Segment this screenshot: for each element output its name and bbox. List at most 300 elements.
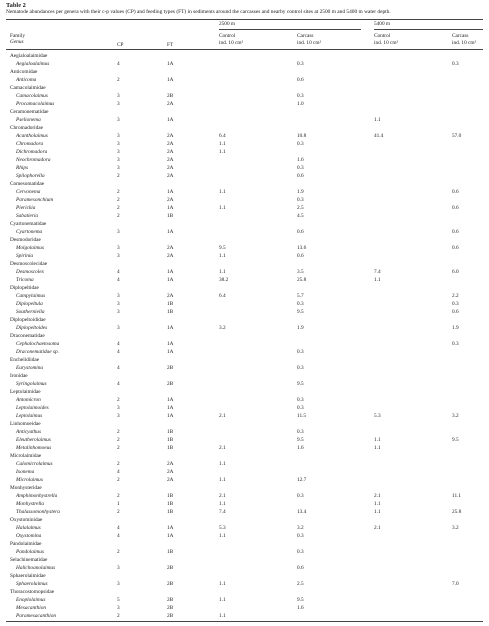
family-name: Thoracostomopsidae [10, 589, 55, 595]
cell-c2500: 2.1 [219, 493, 226, 499]
genus-name: Sphaerolaimus [16, 581, 48, 587]
cell-k2500: 0.6 [297, 253, 304, 259]
header-control-5400: Control [374, 33, 391, 39]
genus-name: Camacolaimus [16, 93, 48, 99]
cell-c5400: 1.1 [374, 277, 381, 283]
cell-ft: 2A [167, 253, 174, 259]
cell-ft: 2B [167, 93, 174, 99]
cell-k5400: 0.6 [452, 245, 459, 251]
cell-c5400: 1.1 [374, 445, 381, 451]
genus-name: Amphimonhystrella [16, 493, 58, 499]
family-row [0, 452, 489, 460]
genus-row [0, 132, 489, 140]
genus-name: Cervonema [16, 189, 41, 195]
genus-name: Anticyathus [16, 429, 42, 435]
header-cp: CP [117, 42, 124, 48]
cell-c2500: 6.4 [219, 133, 226, 139]
genus-row [0, 404, 489, 412]
cell-c2500: 1.1 [219, 205, 226, 211]
genus-name: Oxystomina [16, 533, 42, 539]
cell-ft: 1A [167, 525, 174, 531]
genus-name: Paramesonchium [16, 197, 54, 203]
cell-ft: 2B [167, 365, 174, 371]
cell-c2500: 1.1 [219, 501, 226, 507]
cell-cp: 4 [117, 469, 120, 475]
genus-row [0, 500, 489, 508]
genus-row [0, 364, 489, 372]
cell-c2500: 1.1 [219, 461, 226, 467]
cell-k2500: 0.3 [297, 397, 304, 403]
genus-row [0, 212, 489, 220]
cell-c2500: 1.1 [219, 581, 226, 587]
genus-name: Neochromadora [16, 157, 51, 163]
cell-cp: 3 [117, 293, 120, 299]
genus-row [0, 76, 489, 84]
cell-cp: 3 [117, 605, 120, 611]
cell-cp: 4 [117, 365, 120, 371]
cell-c2500: 7.4 [219, 509, 226, 515]
family-name: Diplopeltoididae [10, 317, 46, 323]
family-row [0, 388, 489, 396]
family-name: Diplopeltidae [10, 285, 39, 291]
cell-ft: 1A [167, 413, 174, 419]
cell-cp: 3 [117, 245, 120, 251]
cell-cp: 3 [117, 141, 120, 147]
header-control-2500: Control [219, 33, 236, 39]
cell-k2500: 0.6 [297, 565, 304, 571]
genus-row [0, 204, 489, 212]
cell-k2500: 0.3 [297, 165, 304, 171]
cell-ft: 1A [167, 229, 174, 235]
genus-row [0, 324, 489, 332]
cell-cp: 3 [117, 413, 120, 419]
cell-c2500: 2.1 [219, 413, 226, 419]
cell-cp: 3 [117, 157, 120, 163]
cell-cp: 2 [117, 493, 120, 499]
genus-row [0, 428, 489, 436]
cell-ft: 2B [167, 597, 174, 603]
header-carcass-5400-unit: ind. 10 cm² [452, 40, 477, 46]
cell-k5400: 9.5 [452, 437, 459, 443]
cell-k2500: 12.7 [297, 477, 307, 483]
family-name: Anticomidae [10, 69, 38, 75]
cell-ft: 2A [167, 461, 174, 467]
family-name: Desmodoridae [10, 237, 41, 243]
family-row [0, 484, 489, 492]
family-name: Selachinematidae [10, 557, 48, 563]
cell-ft: 1B [167, 301, 174, 307]
cell-ft: 1A [167, 341, 174, 347]
cell-k5400: 11.1 [452, 493, 462, 499]
cell-c2500: 1.1 [219, 189, 226, 195]
family-name: Camacolaimidae [10, 85, 46, 91]
cell-ft: 1B [167, 501, 174, 507]
cell-c2500: 2.1 [219, 445, 226, 451]
family-name: Ironidae [10, 373, 28, 379]
cell-cp: 4 [117, 277, 120, 283]
genus-row [0, 564, 489, 572]
cell-k5400: 3.2 [452, 413, 459, 419]
family-name: Linhomoeidae [10, 421, 41, 427]
genus-name: Enoplolaimus [16, 597, 46, 603]
cell-k2500: 0.3 [297, 141, 304, 147]
cell-c5400: 1.1 [374, 437, 381, 443]
cell-ft: 2A [167, 165, 174, 171]
family-row [0, 316, 489, 324]
cell-k2500: 0.3 [297, 61, 304, 67]
genus-row [0, 60, 489, 68]
genus-row [0, 156, 489, 164]
cell-cp: 2 [117, 461, 120, 467]
cell-cp: 2 [117, 189, 120, 195]
cell-k5400: 0.6 [452, 189, 459, 195]
cell-cp: 3 [117, 165, 120, 171]
cell-k2500: 0.3 [297, 349, 304, 355]
cell-c5400: 1.1 [374, 501, 381, 507]
cell-c5400: 7.4 [374, 269, 381, 275]
cell-k5400: 6.0 [452, 269, 459, 275]
cell-k5400: 0.3 [452, 61, 459, 67]
genus-name: Spirinia [16, 253, 34, 259]
cell-k5400: 0.3 [452, 301, 459, 307]
family-row [0, 540, 489, 548]
genus-row [0, 172, 489, 180]
genus-row [0, 508, 489, 516]
family-name: Draconematidae [10, 333, 45, 339]
cell-k5400: 0.3 [452, 341, 459, 347]
cell-k5400: 3.2 [452, 525, 459, 531]
cell-cp: 3 [117, 93, 120, 99]
family-row [0, 556, 489, 564]
genus-row [0, 292, 489, 300]
cell-k2500: 9.5 [297, 437, 304, 443]
cell-ft: 2A [167, 173, 174, 179]
cell-cp: 2 [117, 509, 120, 515]
family-row [0, 284, 489, 292]
cell-cp: 3 [117, 301, 120, 307]
family-name: Aegialoalaimidae [10, 53, 48, 59]
cell-k5400: 25.8 [452, 509, 462, 515]
family-row [0, 84, 489, 92]
cell-c5400: 1.1 [374, 117, 381, 123]
cell-k2500: 5.7 [297, 293, 304, 299]
genus-row [0, 460, 489, 468]
cell-c2500: 1.1 [219, 141, 226, 147]
cell-c2500: 1.1 [219, 613, 226, 619]
cell-cp: 2 [117, 613, 120, 619]
cell-cp: 2 [117, 173, 120, 179]
genus-row [0, 92, 489, 100]
cell-c5400: 2.1 [374, 525, 381, 531]
table-title: Table 2 [6, 2, 26, 9]
family-row [0, 332, 489, 340]
genus-name: Aegialoalaimus [16, 61, 50, 67]
family-row [0, 236, 489, 244]
genus-name: Syringolaimus [16, 381, 47, 387]
cell-ft: 1A [167, 117, 174, 123]
cell-ft: 2B [167, 605, 174, 611]
family-name: Ceramonematidae [10, 109, 49, 115]
cell-cp: 3 [117, 309, 120, 315]
cell-k2500: 9.5 [297, 381, 304, 387]
family-row [0, 260, 489, 268]
cell-c2500: 1.1 [219, 253, 226, 259]
cell-cp: 4 [117, 381, 120, 387]
genus-name: Anticoma [16, 77, 37, 83]
cell-cp: 2 [117, 429, 120, 435]
cell-cp: 2 [117, 77, 120, 83]
cell-c2500: 1.1 [219, 269, 226, 275]
cell-cp: 3 [117, 133, 120, 139]
family-row [0, 372, 489, 380]
genus-name: Tricoma [16, 277, 34, 283]
cell-cp: 1 [117, 501, 120, 507]
cell-cp: 2 [117, 477, 120, 483]
cell-k2500: 11.5 [297, 413, 307, 419]
cell-k2500: 0.3 [297, 429, 304, 435]
cell-cp: 3 [117, 229, 120, 235]
family-name: Leptolaimidae [10, 389, 41, 395]
cell-ft: 2A [167, 469, 174, 475]
genus-name: Microlaimus [16, 477, 43, 483]
depth-5400-rule [374, 29, 483, 30]
genus-name: Diplopeltula [16, 301, 43, 307]
cell-ft: 1A [167, 349, 174, 355]
family-row [0, 108, 489, 116]
genus-name: Metalinhomoeus [16, 445, 52, 451]
genus-row [0, 140, 489, 148]
cell-cp: 4 [117, 341, 120, 347]
cell-cp: 2 [117, 397, 120, 403]
cell-cp: 3 [117, 253, 120, 259]
family-row [0, 588, 489, 596]
cell-k2500: 0.3 [297, 493, 304, 499]
cell-cp: 4 [117, 533, 120, 539]
table-caption: Nematode abundances per genera with their c-p values (CP) and feeding types (FT) in sediments around the carcasses and nearby control sites at 2500 m and 5400 m water depth. [6, 9, 391, 15]
family-name: Monhysteridae [10, 485, 42, 491]
genus-row [0, 228, 489, 236]
genus-name: Eleutherolaimus [16, 437, 51, 443]
family-row [0, 180, 489, 188]
cell-k2500: 1.6 [297, 157, 304, 163]
depth-2500-rule [219, 29, 361, 30]
cell-ft: 2A [167, 245, 174, 251]
cell-k2500: 9.5 [297, 597, 304, 603]
genus-name: Rhips [16, 165, 29, 171]
cell-ft: 1A [167, 189, 174, 195]
cell-k2500: 2.5 [297, 581, 304, 587]
cell-c2500: 6.4 [219, 293, 226, 299]
cell-c2500: 9.5 [219, 245, 226, 251]
genus-name: Antomicron [16, 397, 41, 403]
cell-ft: 2A [167, 149, 174, 155]
cell-ft: 1A [167, 397, 174, 403]
cell-cp: 3 [117, 565, 120, 571]
cell-k5400: 0.6 [452, 205, 459, 211]
cell-cp: 3 [117, 101, 120, 107]
cell-ft: 1B [167, 493, 174, 499]
cell-k2500: 0.3 [297, 365, 304, 371]
header-control-5400-unit: ind. 10 cm² [374, 40, 399, 46]
genus-row [0, 348, 489, 356]
genus-row [0, 188, 489, 196]
cell-ft: 1A [167, 61, 174, 67]
cell-c2500: 1.1 [219, 533, 226, 539]
genus-row [0, 612, 489, 620]
genus-row [0, 340, 489, 348]
family-name: Comesomatidae [10, 181, 45, 187]
genus-name: Molgolaimus [16, 245, 44, 251]
genus-row [0, 164, 489, 172]
cell-ft: 2A [167, 141, 174, 147]
genus-name: Calomicrolaimus [16, 461, 53, 467]
genus-name: Chromadora [16, 141, 44, 147]
header-carcass-5400: Carcass [452, 33, 469, 39]
genus-name: Diplopeltoides [16, 325, 48, 331]
cell-cp: 4 [117, 525, 120, 531]
genus-name: Eurystomina [16, 365, 44, 371]
genus-row [0, 308, 489, 316]
cell-k5400: 1.9 [452, 325, 459, 331]
genus-name: Acantholaimus [16, 133, 48, 139]
genus-name: Thalassomonhystera [16, 509, 60, 515]
cell-k2500: 1.9 [297, 325, 304, 331]
family-row [0, 572, 489, 580]
cell-ft: 1B [167, 429, 174, 435]
header-ft: FT [167, 42, 174, 48]
cell-cp: 3 [117, 405, 120, 411]
cell-k2500: 0.3 [297, 197, 304, 203]
genus-row [0, 396, 489, 404]
cell-ft: 1B [167, 309, 174, 315]
cell-ft: 1A [167, 533, 174, 539]
cell-k2500: 0.3 [297, 301, 304, 307]
bottom-rule [6, 621, 483, 622]
genus-row [0, 604, 489, 612]
cell-ft: 2B [167, 613, 174, 619]
genus-row [0, 412, 489, 420]
cell-c2500: 3.2 [219, 325, 226, 331]
genus-row [0, 252, 489, 260]
genus-name: Dichromadora [16, 149, 48, 155]
family-row [0, 420, 489, 428]
cell-k5400: 2.2 [452, 293, 459, 299]
cell-c5400: 41.4 [374, 133, 384, 139]
genus-name: Leptolaimoides [16, 405, 49, 411]
genus-row [0, 548, 489, 556]
cell-k2500: 3.2 [297, 525, 304, 531]
family-row [0, 516, 489, 524]
cell-ft: 2B [167, 565, 174, 571]
cell-cp: 2 [117, 437, 120, 443]
genus-name: Halalaimus [16, 525, 41, 531]
cell-cp: 3 [117, 117, 120, 123]
cell-k2500: 0.3 [297, 549, 304, 555]
cell-cp: 2 [117, 197, 120, 203]
header-family: Family [10, 33, 26, 39]
cell-cp: 4 [117, 349, 120, 355]
cell-k2500: 13.4 [297, 509, 307, 515]
genus-name: Spilophorella [16, 173, 45, 179]
cell-c5400: 5.3 [374, 413, 381, 419]
cell-c5400: 1.1 [374, 509, 381, 515]
cell-ft: 1A [167, 277, 174, 283]
genus-name: Pierickia [16, 205, 36, 211]
cell-cp: 3 [117, 149, 120, 155]
header-control-2500-unit: ind. 10 cm² [219, 40, 244, 46]
genus-name: Leptolaimus [16, 413, 43, 419]
genus-row [0, 148, 489, 156]
genus-name: Ixonema [16, 469, 35, 475]
genus-row [0, 380, 489, 388]
cell-k2500: 0.3 [297, 533, 304, 539]
header-carcass-2500: Carcass [297, 33, 314, 39]
cell-ft: 2A [167, 133, 174, 139]
cell-ft: 1B [167, 549, 174, 555]
family-name: Desmoscolecidae [10, 261, 48, 267]
cell-k5400: 7.0 [452, 581, 459, 587]
genus-row [0, 196, 489, 204]
cell-cp: 2 [117, 213, 120, 219]
cell-ft: 2A [167, 101, 174, 107]
cell-cp: 4 [117, 61, 120, 67]
cell-c2500: 38.2 [219, 277, 229, 283]
cell-ft: 2A [167, 293, 174, 299]
genus-name: Halichoanolaimus [16, 565, 56, 571]
cell-c2500: 1.1 [219, 149, 226, 155]
cell-ft: 2A [167, 477, 174, 483]
genus-row [0, 444, 489, 452]
header-genus: Genus [10, 39, 24, 45]
genus-row [0, 596, 489, 604]
cell-c2500: 1.1 [219, 477, 226, 483]
cell-k5400: 57.0 [452, 133, 462, 139]
cell-c5400: 2.1 [374, 493, 381, 499]
genus-name: Draconematidae sp. [16, 349, 59, 355]
cell-k2500: 9.5 [297, 309, 304, 315]
header-carcass-2500-unit: ind. 10 cm² [297, 40, 322, 46]
cell-k2500: 10.8 [297, 133, 307, 139]
cell-k2500: 1.6 [297, 605, 304, 611]
genus-row [0, 524, 489, 532]
cell-ft: 2A [167, 157, 174, 163]
cell-k2500: 13.6 [297, 245, 307, 251]
genus-row [0, 244, 489, 252]
genus-row [0, 100, 489, 108]
genus-row [0, 492, 489, 500]
cell-cp: 4 [117, 269, 120, 275]
cell-k5400: 0.6 [452, 309, 459, 315]
cell-ft: 1A [167, 325, 174, 331]
cell-k2500: 25.8 [297, 277, 307, 283]
header-rule [6, 49, 483, 50]
family-name: Enchelidiidae [10, 357, 40, 363]
genus-row [0, 580, 489, 588]
cell-k2500: 3.5 [297, 269, 304, 275]
cell-ft: 2A [167, 197, 174, 203]
cell-ft: 1A [167, 405, 174, 411]
family-name: Oxystominidae [10, 517, 43, 523]
genus-name: Procamacolaimus [16, 101, 55, 107]
cell-cp: 2 [117, 445, 120, 451]
cell-c2500: 5.3 [219, 525, 226, 531]
family-row [0, 220, 489, 228]
family-row [0, 52, 489, 60]
header-depth-5400: 5400 m [374, 21, 391, 27]
cell-k2500: 1.6 [297, 445, 304, 451]
genus-name: Southerniella [16, 309, 45, 315]
cell-ft: 1A [167, 269, 174, 275]
